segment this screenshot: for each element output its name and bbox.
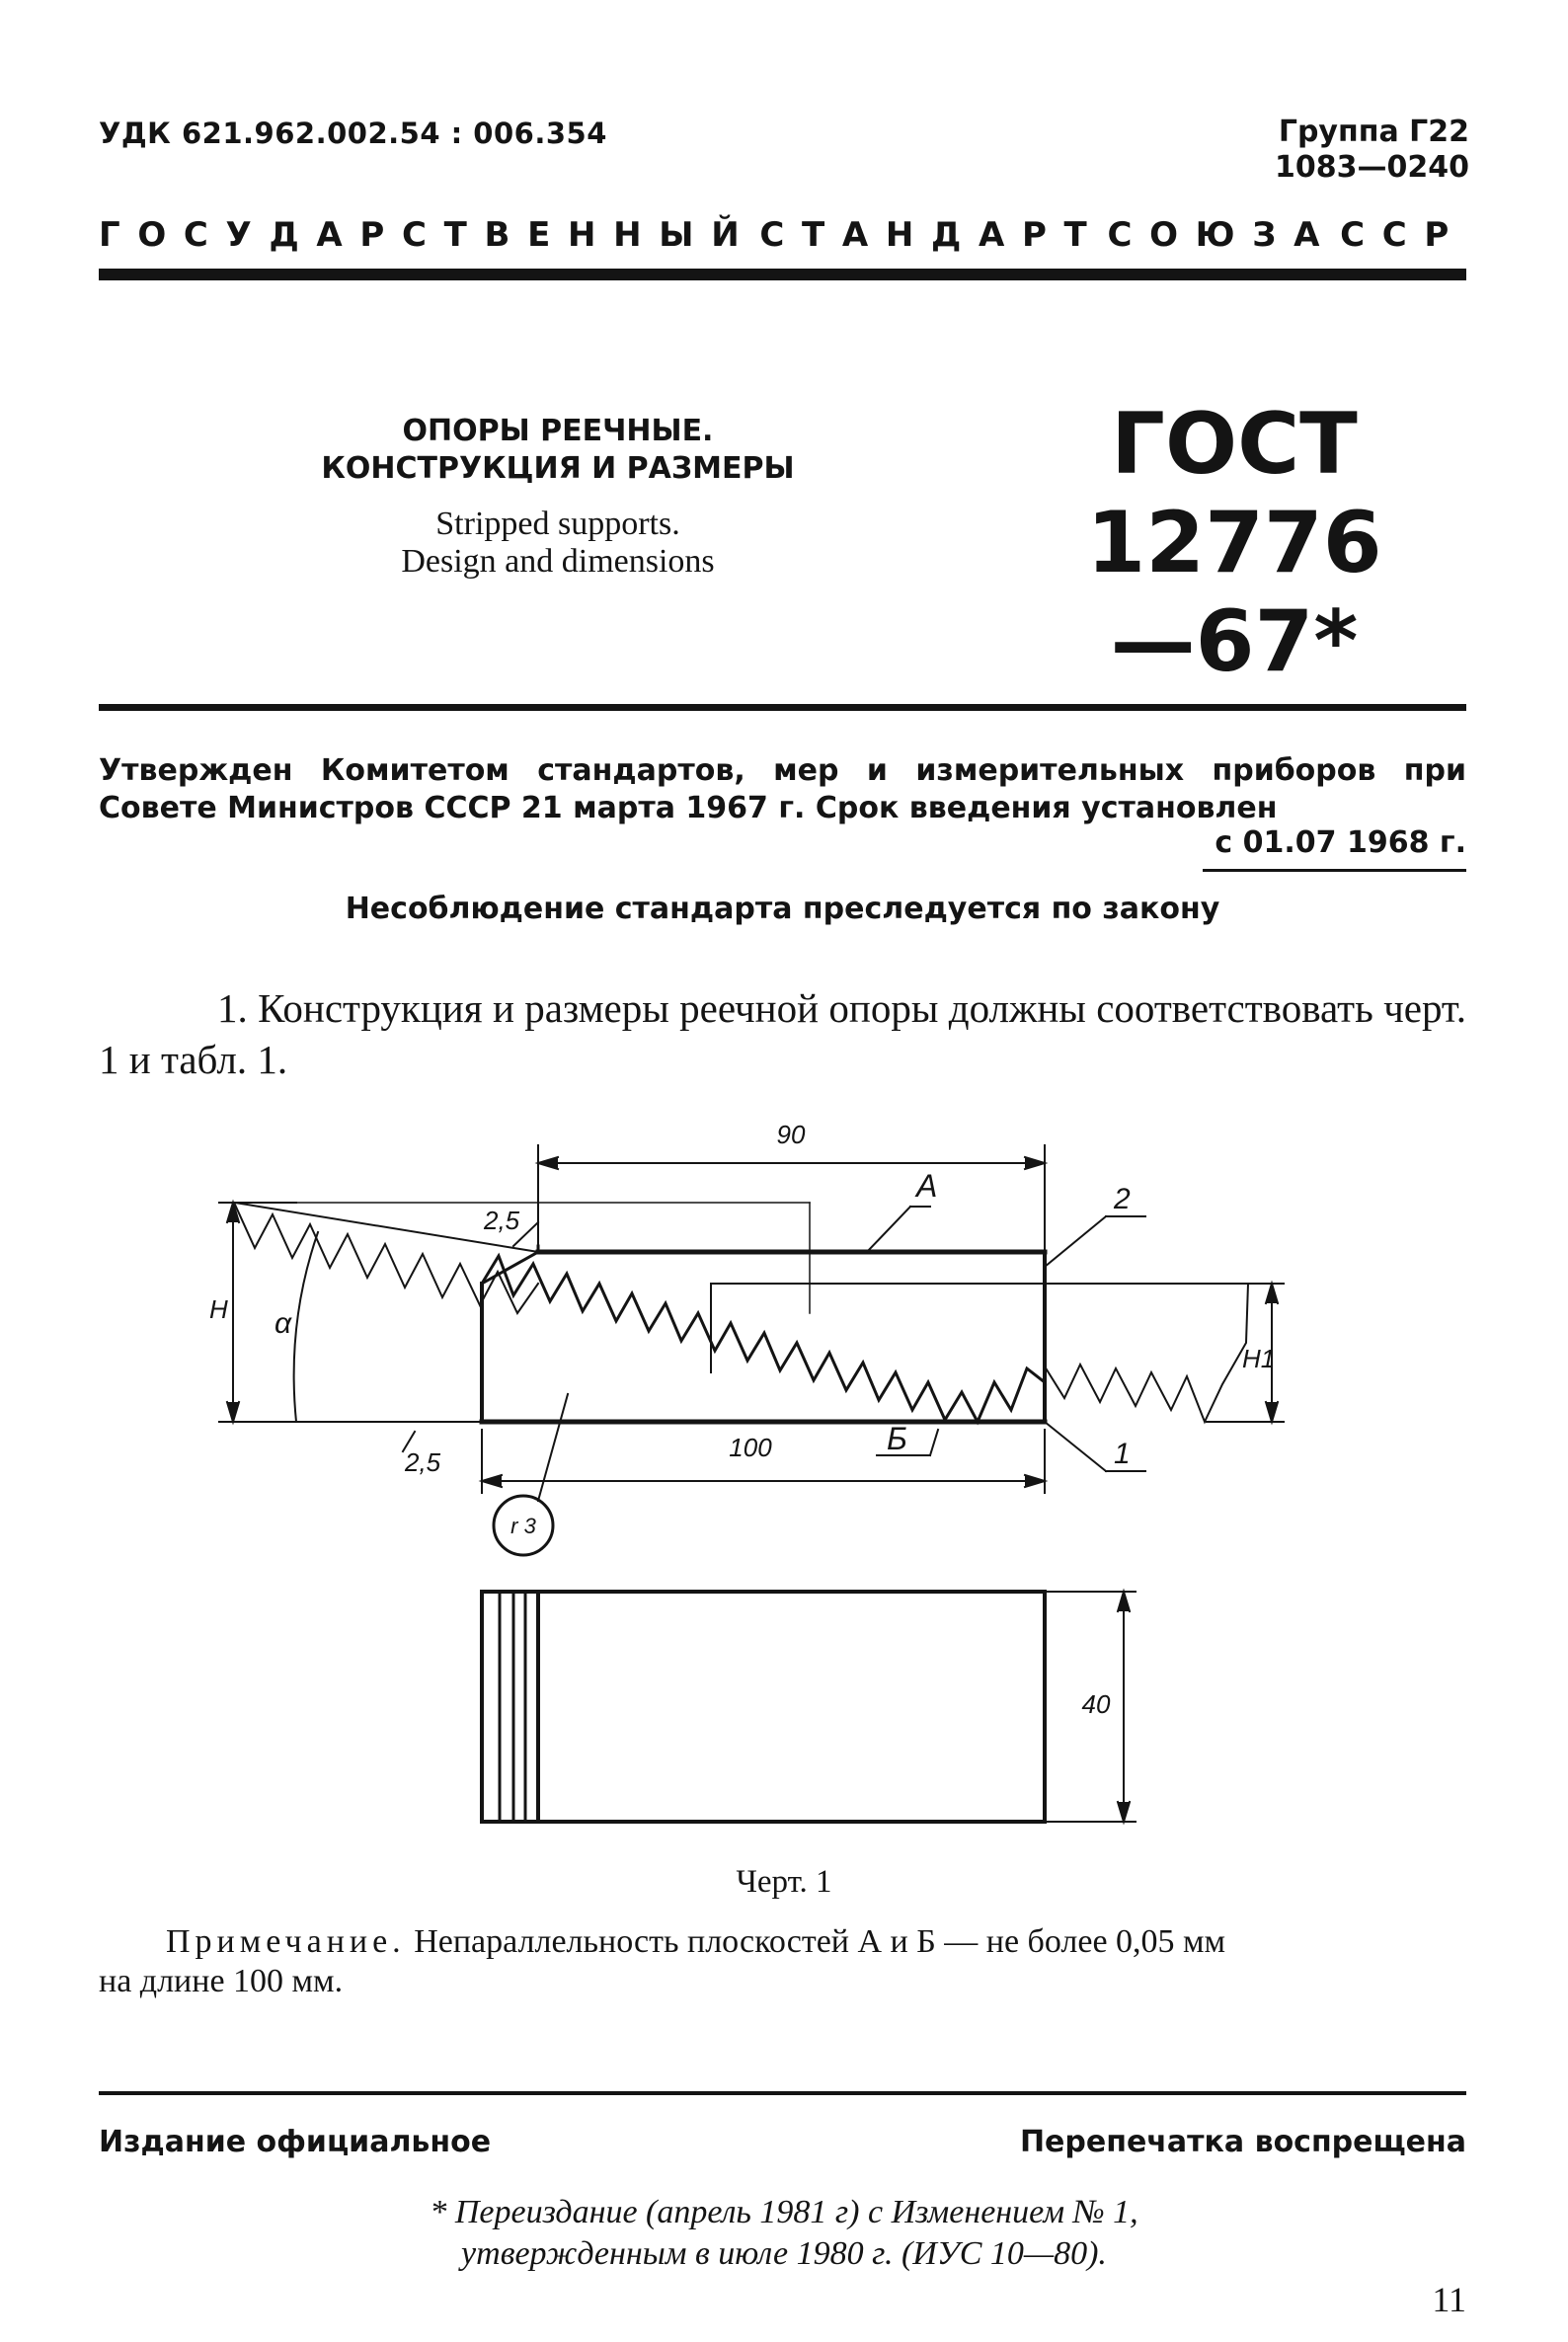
dim-100-label: 100 bbox=[729, 1433, 772, 1462]
support-top-view bbox=[482, 1592, 1045, 1822]
angle-alpha-label: α bbox=[274, 1307, 292, 1340]
group-line-1: Группа Г22 bbox=[1278, 115, 1469, 149]
gost-label: ГОСТ bbox=[1111, 395, 1358, 494]
title-en-line-1: Stripped supports. bbox=[435, 506, 680, 542]
roughness-label: r 3 bbox=[510, 1514, 536, 1538]
title-en-line-2: Design and dimensions bbox=[401, 543, 715, 580]
support-side-view bbox=[482, 1246, 1045, 1422]
noncompliance-notice: Несоблюдение стандарта преследуется по закону bbox=[345, 892, 1220, 926]
dim-2-5-top-label: 2,5 bbox=[484, 1206, 520, 1235]
effective-date: с 01.07 1968 г. bbox=[1215, 825, 1466, 860]
page-number: 11 bbox=[1432, 2280, 1466, 2319]
state-standard-word: ГОСУДАРСТВЕННЫЙ bbox=[99, 215, 757, 255]
dim-90-label: 90 bbox=[776, 1120, 806, 1149]
dimension-lines bbox=[219, 1145, 1284, 1822]
part-1-label: 1 bbox=[1114, 1438, 1131, 1470]
surface-a-label: А bbox=[916, 1168, 938, 1204]
gost-number: 12776—67* bbox=[1086, 494, 1382, 691]
part-2-label: 2 bbox=[1114, 1183, 1131, 1215]
state-standard-word: СТАНДАРТ bbox=[759, 215, 1105, 255]
note bbox=[166, 1921, 1466, 1963]
reprint-prohibited: Перепечатка воспрещена bbox=[1019, 2125, 1466, 2159]
dim-2-5-bottom-label: 2,5 bbox=[405, 1447, 441, 1477]
note-text: Непараллельность плоскостей А и Б — не более 0,05 мм bbox=[414, 1923, 1226, 1960]
official-edition: Издание официальное bbox=[99, 2125, 492, 2159]
note-label: Примечание. bbox=[166, 1923, 406, 1960]
height-h-label: Н bbox=[209, 1294, 228, 1324]
note-continuation: на длине 100 мм. bbox=[99, 1963, 344, 1999]
dim-40-label: 40 bbox=[1081, 1689, 1111, 1719]
state-standard-word: ССР bbox=[1340, 215, 1466, 255]
reissue-note bbox=[0, 2192, 1568, 2275]
footer-rule bbox=[99, 2091, 1466, 2095]
udk-code: УДК 621.962.002.54 : 006.354 bbox=[99, 117, 607, 150]
surface-b-label: Б bbox=[887, 1421, 907, 1456]
title-ru-line-2: КОНСТРУКЦИЯ И РАЗМЕРЫ bbox=[321, 451, 795, 486]
figure-caption: Черт. 1 bbox=[736, 1864, 832, 1900]
state-standard-word: СОЮЗА bbox=[1107, 215, 1338, 255]
reissue-line-2: утвержденным в июле 1980 г. (ИУС 10—80). bbox=[461, 2235, 1107, 2272]
group-line-2: 1083—0240 bbox=[1275, 150, 1469, 185]
height-h1-label: Н1 bbox=[1242, 1344, 1276, 1373]
reissue-line-1: * Переиздание (апрель 1981 г) с Изменением № 1, bbox=[430, 2194, 1138, 2230]
approval-text: Утвержден Комитетом стандартов, мер и измерительных приборов при Совете Министров СССР 21 марта 1967 г. Срок введения установлен bbox=[99, 753, 1466, 825]
title-ru-line-1: ОПОРЫ РЕЕЧНЫЕ. bbox=[402, 414, 714, 448]
paragraph-1: 1. Конструкция и размеры реечной опоры должны соответствовать черт. 1 и табл. 1. bbox=[99, 985, 1466, 1082]
